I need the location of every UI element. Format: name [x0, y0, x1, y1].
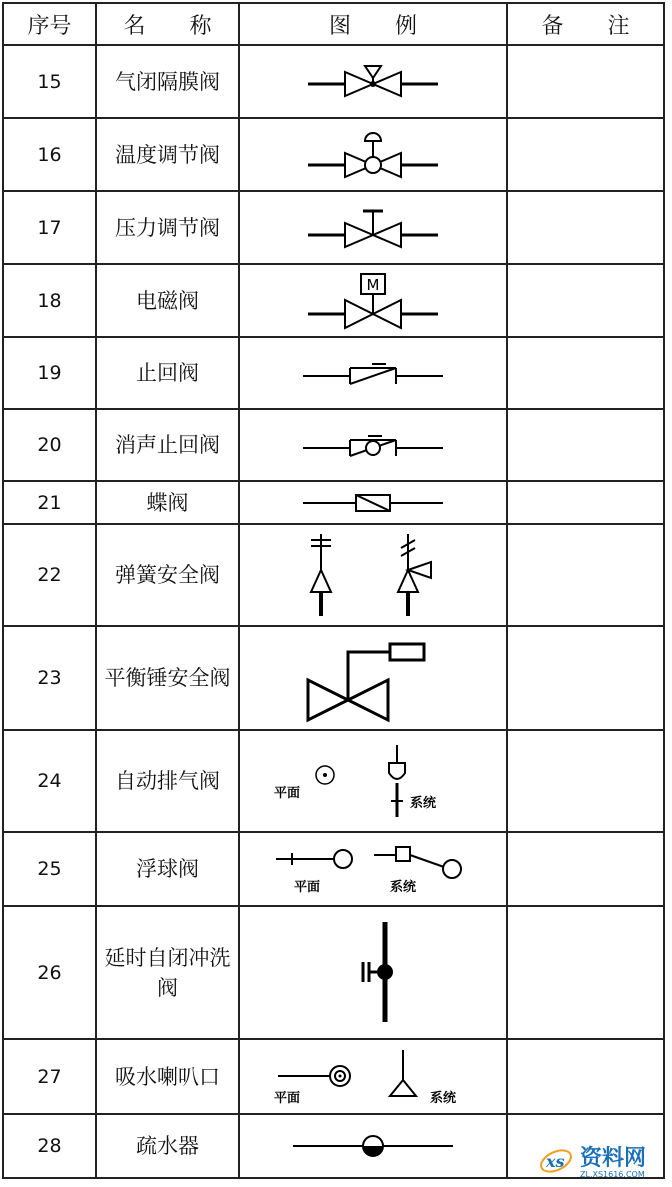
row-name: 吸水喇叭口: [96, 1039, 239, 1114]
row-remark: [507, 1039, 664, 1114]
float-valve-icon: [268, 839, 478, 899]
row-index: 23: [3, 626, 96, 730]
row-name: 消声止回阀: [96, 409, 239, 481]
table-row: [3, 118, 664, 191]
svg-text:xs: xs: [546, 1152, 565, 1171]
check-valve-icon: [298, 358, 448, 388]
svg-text:平面: 平面: [294, 880, 321, 895]
svg-text:平面: 平面: [274, 786, 301, 801]
table-row: [3, 524, 664, 626]
row-index: 22: [3, 524, 96, 626]
svg-text:系统: 系统: [430, 1090, 457, 1106]
counterweight-safety-valve-icon: [298, 632, 448, 724]
row-name: 平衡锤安全阀: [96, 626, 239, 730]
table-row: [3, 906, 664, 1039]
svg-text:系统: 系统: [410, 796, 437, 811]
header-index: 序号: [3, 3, 96, 45]
header-row: [3, 3, 664, 45]
row-remark: [507, 832, 664, 906]
row-remark: [507, 409, 664, 481]
row-index: 20: [3, 409, 96, 481]
diaphragm-valve-icon: [303, 62, 443, 102]
table-row: [3, 191, 664, 264]
row-remark: [507, 906, 664, 1039]
row-remark: [507, 481, 664, 524]
xs-logo-icon: [538, 1146, 575, 1176]
suction-bell-mouth-icon: [268, 1046, 478, 1108]
row-name: 浮球阀: [96, 832, 239, 906]
row-index: 21: [3, 481, 96, 524]
watermark: [536, 1137, 666, 1183]
table-row: [3, 481, 664, 524]
row-remark: [507, 730, 664, 832]
delay-self-closing-flush-valve-icon: [313, 918, 433, 1028]
row-index: 16: [3, 118, 96, 191]
row-remark: [507, 191, 664, 264]
temperature-control-valve-icon: [303, 125, 443, 185]
valve-legend-table: [2, 2, 665, 1179]
table-row: [3, 337, 664, 409]
svg-text:资料网: 资料网: [580, 1146, 647, 1171]
row-name: 自动排气阀: [96, 730, 239, 832]
row-remark: [507, 264, 664, 337]
row-index: 19: [3, 337, 96, 409]
row-index: 26: [3, 906, 96, 1039]
automatic-air-vent-icon: [268, 741, 478, 821]
row-name: 温度调节阀: [96, 118, 239, 191]
table-row: [3, 264, 664, 337]
row-remark: [507, 45, 664, 118]
row-index: 24: [3, 730, 96, 832]
row-index: 25: [3, 832, 96, 906]
table-row: [3, 626, 664, 730]
row-name: 压力调节阀: [96, 191, 239, 264]
row-remark: [507, 337, 664, 409]
silent-check-valve-icon: [298, 430, 448, 460]
svg-text:平面: 平面: [274, 1090, 301, 1106]
header-figure: 图 例: [239, 3, 507, 45]
butterfly-valve-icon: [298, 490, 448, 516]
row-index: 27: [3, 1039, 96, 1114]
spring-safety-valve-icon: [283, 530, 463, 620]
header-remark: 备 注: [507, 3, 664, 45]
row-name: 电磁阀: [96, 264, 239, 337]
steam-trap-icon: [288, 1131, 458, 1161]
table-row: [3, 1039, 664, 1114]
row-index: 17: [3, 191, 96, 264]
row-remark: [507, 626, 664, 730]
table-row: [3, 45, 664, 118]
table-row: [3, 730, 664, 832]
row-name: 止回阀: [96, 337, 239, 409]
row-name: 延时自闭冲洗阀: [96, 906, 239, 1039]
svg-text:系统: 系统: [390, 880, 417, 895]
row-remark: [507, 118, 664, 191]
svg-text:ZL.XS1616.COM: ZL.XS1616.COM: [580, 1170, 645, 1179]
row-index: 15: [3, 45, 96, 118]
row-remark: [507, 524, 664, 626]
solenoid-valve-icon: [303, 270, 443, 332]
table-row: [3, 832, 664, 906]
pressure-control-valve-icon: [303, 203, 443, 253]
row-name: 气闭隔膜阀: [96, 45, 239, 118]
header-name: 名 称: [96, 3, 239, 45]
row-name: 疏水器: [96, 1114, 239, 1178]
svg-text:M: M: [366, 275, 380, 294]
table-row: [3, 409, 664, 481]
row-name: 弹簧安全阀: [96, 524, 239, 626]
row-index: 18: [3, 264, 96, 337]
row-index: 28: [3, 1114, 96, 1178]
row-name: 蝶阀: [96, 481, 239, 524]
